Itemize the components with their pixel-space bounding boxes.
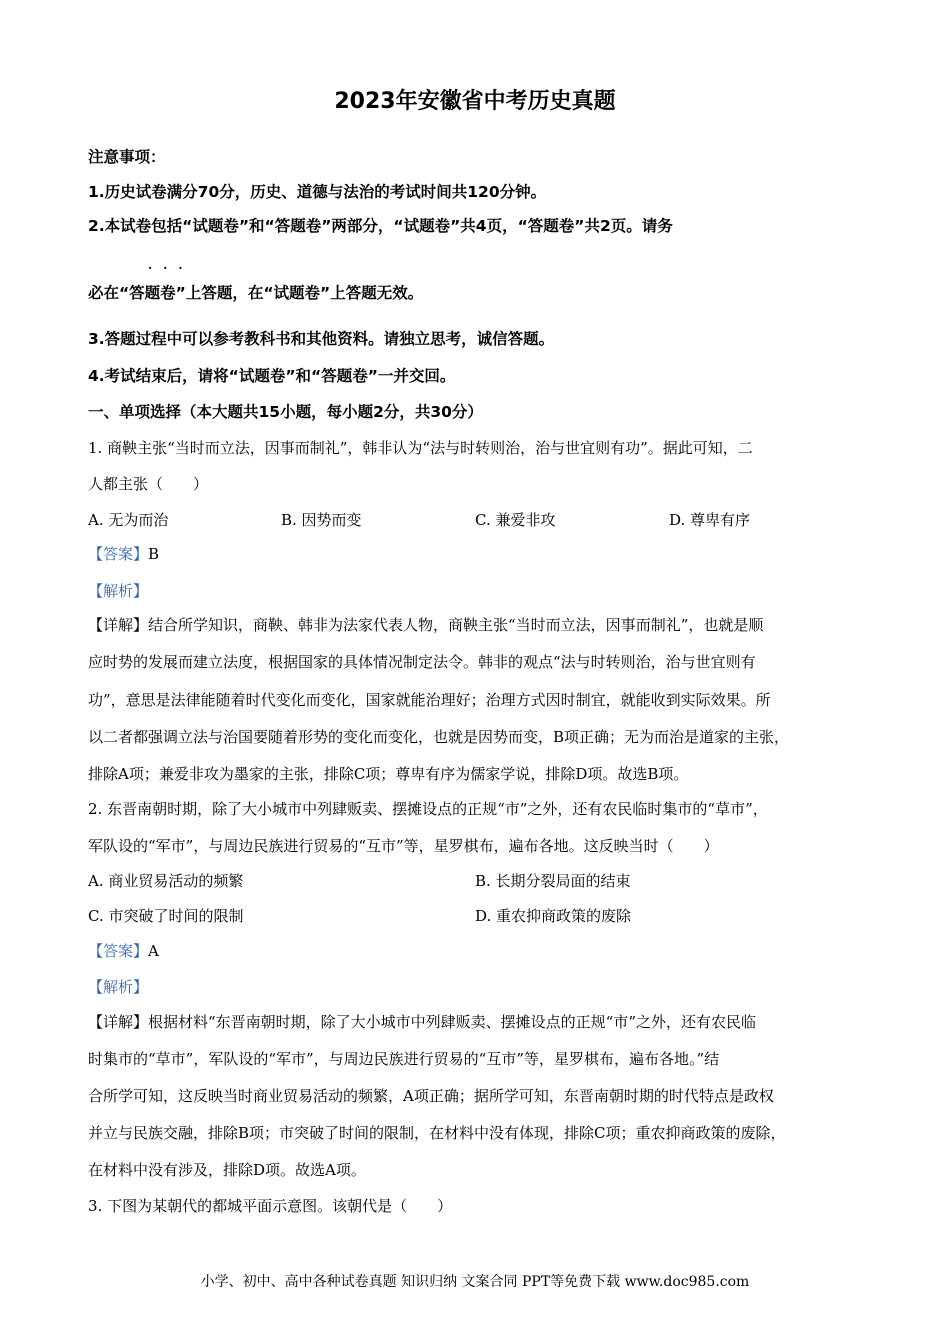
q2-stem-line-1: 2. 东晋南朝时期，除了大小城市中列肆贩卖、摆摊设点的正规“市”之外，还有农民临时集市的“草市”， <box>88 800 768 818</box>
q2-detail-line-3: 合所学可知，这反映当时商业贸易活动的频繁，A项正确；据所学可知，东晋南朝时期的时代特点是政权 <box>88 1087 774 1105</box>
page-title: 2023年安徽省中考历史真题 <box>334 89 616 114</box>
notice-item-4: 4.考试结束后，请将“试题卷”和“答题卷”一并交回。 <box>88 367 456 385</box>
q3-stem: 3. 下图为某朝代的都城平面示意图。该朝代是（ ） <box>88 1197 453 1215</box>
q1-detail-line-5: 排除A项；兼爱非攻为墨家的主张，排除C项；尊卑有序为儒家学说，排除D项。故选B项。 <box>88 765 689 783</box>
q2-detail-line-4: 并立与民族交融，排除B项；市突破了时间的限制，在材料中没有体现，排除C项；重农抑商政策的废除， <box>88 1124 786 1142</box>
q1-option-a: A. 无为而治 <box>88 511 169 529</box>
notice-heading: 注意事项： <box>88 148 166 166</box>
q2-option-b: B. 长期分裂局面的结束 <box>475 872 631 890</box>
q1-option-b: B. 因势而变 <box>281 511 362 529</box>
q2-option-d: D. 重农抑商政策的废除 <box>475 907 632 925</box>
answer-value: B <box>148 545 160 563</box>
q2-answer <box>88 940 159 961</box>
answer-value: A <box>148 942 159 960</box>
notice-item-2: 2.本试卷包括“试题卷”和“答题卷”两部分，“试题卷”共4页，“答题卷”共2页。请务 <box>88 217 673 235</box>
q1-option-d: D. 尊卑有序 <box>669 511 751 529</box>
q1-detail-line-4: 以二者都强调立法与治国要随着形势的变化而变化，也就是因势而变，B项正确；无为而治是道家的主张， <box>88 728 790 746</box>
page-footer: 小学、初中、高中各种试卷真题 知识归纳 文案合同 PPT等免费下载 www.doc985.com <box>200 1274 750 1290</box>
q2-detail-line-1: 【详解】根据材料“东晋南朝时期，除了大小城市中列肆贩卖、摆摊设点的正规“市”之外，还有农民临 <box>88 1013 757 1031</box>
q2-analysis-label: 【解析】 <box>88 978 149 996</box>
detail-label: 【详解】 <box>88 1013 149 1031</box>
q1-detail-line-1: 【详解】结合所学知识，商鞅、韩非为法家代表人物，商鞅主张“当时而立法，因事而制礼”，也就是顺 <box>88 616 764 634</box>
q1-detail-line-2: 应时势的发展而建立法度，根据国家的具体情况制定法令。韩非的观点“法与时转则治，治与世宜则有 <box>88 653 756 671</box>
q1-stem-line-2: 人都主张（ ） <box>88 475 209 493</box>
emphasis-dots: ··· <box>148 261 194 275</box>
q1-answer <box>88 543 159 564</box>
q1-stem-line-1: 1. 商鞅主张“当时而立法，因事而制礼”，韩非认为“法与时转则治，治与世宜则有功”。据此可知，二 <box>88 439 753 457</box>
q2-stem-line-2: 军队设的“军市”，与周边民族进行贸易的“互市”等，星罗棋布，遍布各地。这反映当时（ ） <box>88 837 719 855</box>
q1-detail-line-3: 功”，意思是法律能随着时代变化而变化，国家就能治理好；治理方式因时制宜，就能收到实际效果。所 <box>88 691 771 709</box>
q2-detail-line-2: 时集市的“草市”，军队设的“军市”，与周边民族进行贸易的“互市”等，星罗棋布，遍布各地。”结 <box>88 1050 720 1068</box>
q2-option-c: C. 市突破了时间的限制 <box>88 907 244 925</box>
detail-label: 【详解】 <box>88 616 149 634</box>
q1-option-c: C. 兼爱非攻 <box>475 511 556 529</box>
q1-analysis-label: 【解析】 <box>88 582 149 600</box>
notice-item-2-cont: 必在“答题卷”上答题，在“试题卷”上答题无效。 <box>88 284 424 302</box>
q2-option-a: A. 商业贸易活动的频繁 <box>88 872 244 890</box>
section-heading: 一、单项选择（本大题共15小题，每小题2分，共30分） <box>88 403 483 421</box>
answer-label: 【答案】 <box>88 942 149 960</box>
q2-detail-line-5: 在材料中没有涉及，排除D项。故选A项。 <box>88 1161 366 1179</box>
notice-item-1: 1.历史试卷满分70分，历史、道德与法治的考试时间共120分钟。 <box>88 183 547 201</box>
answer-label: 【答案】 <box>88 545 149 563</box>
notice-item-3: 3.答题过程中可以参考教科书和其他资料。请独立思考，诚信答题。 <box>88 330 555 348</box>
